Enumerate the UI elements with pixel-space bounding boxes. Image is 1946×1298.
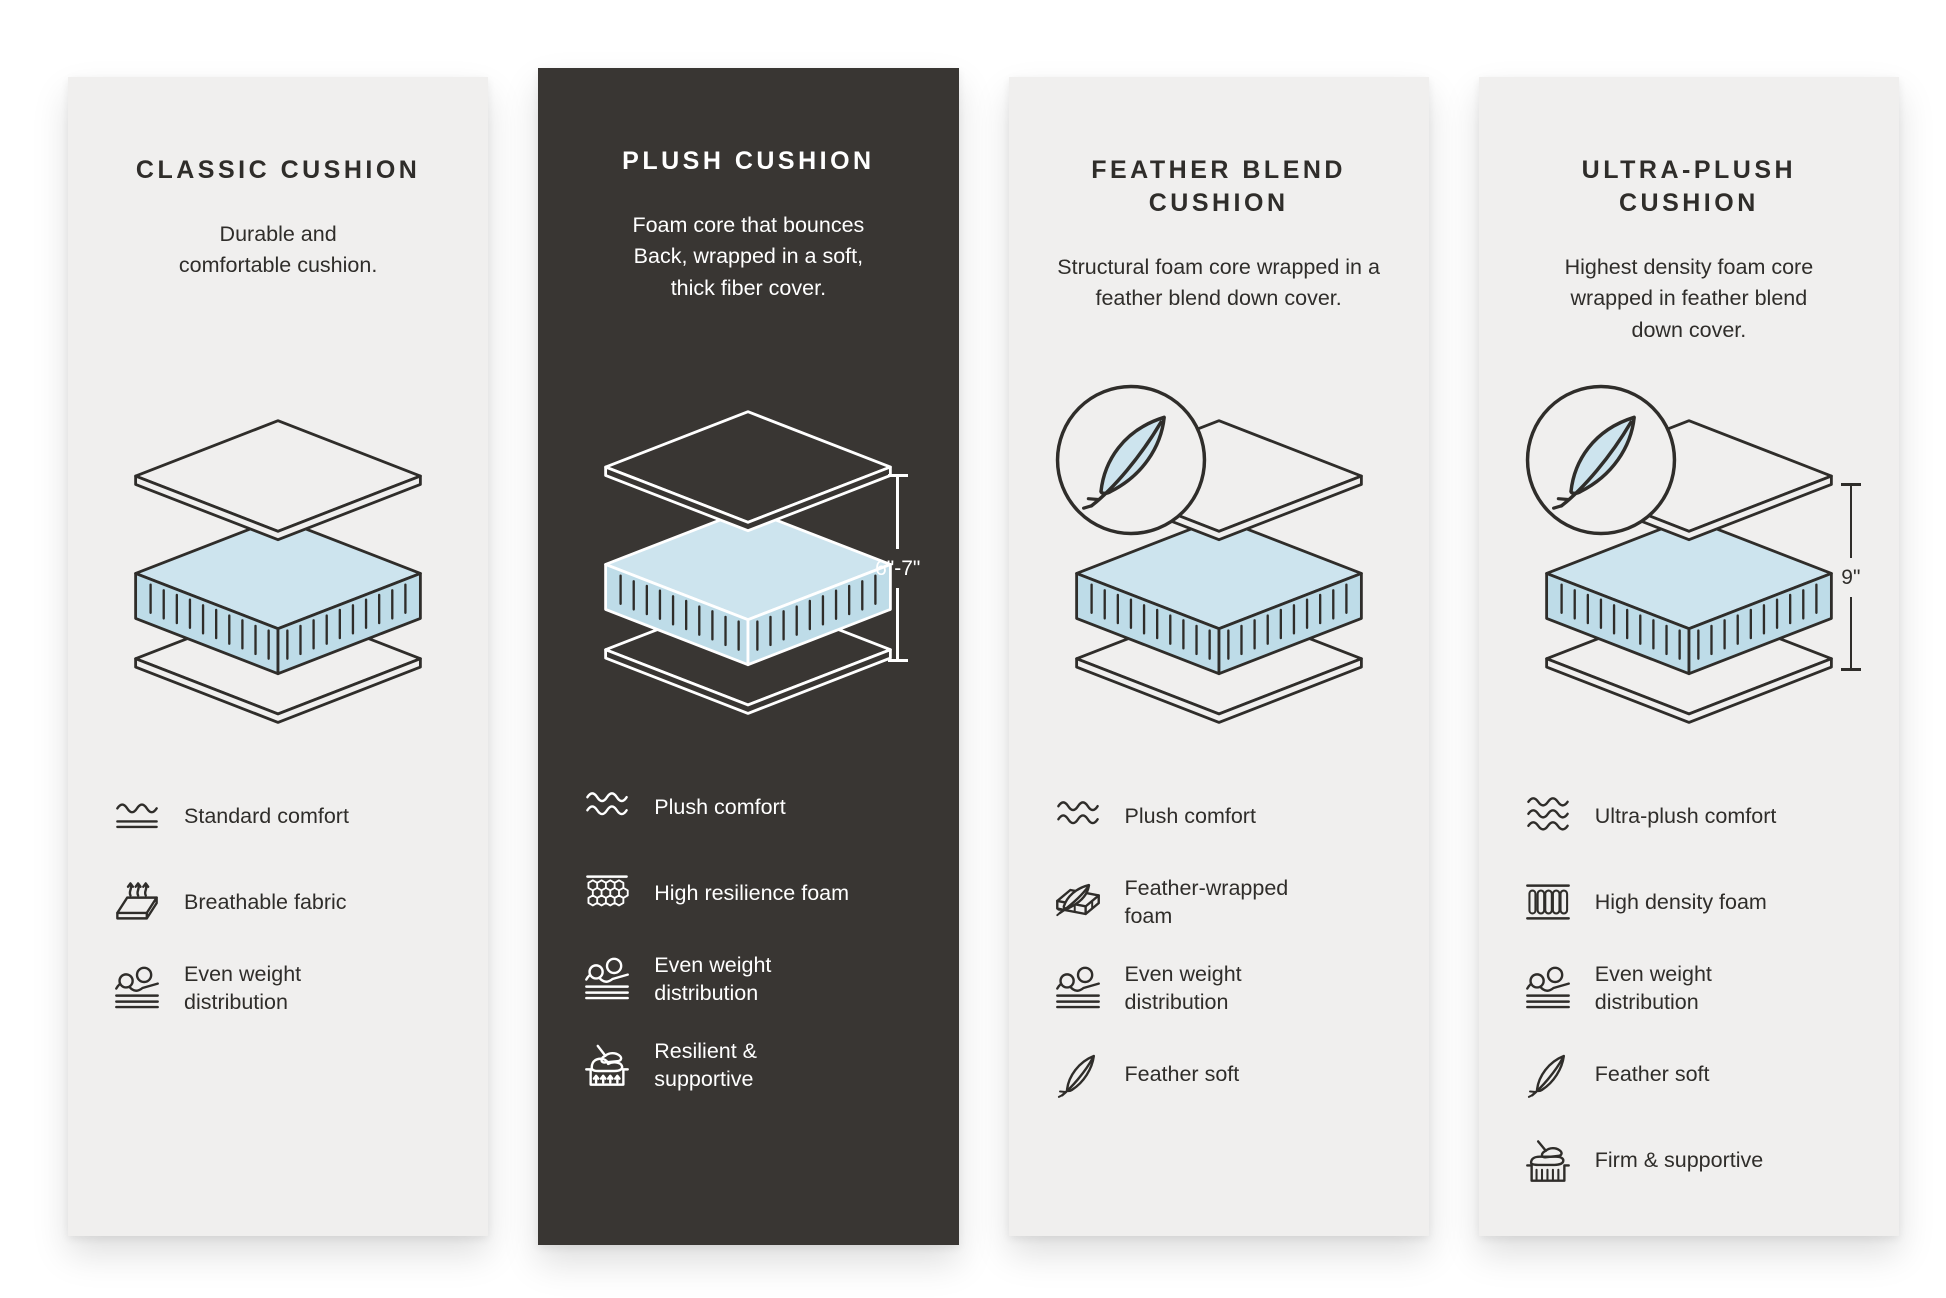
feature-row: [1524, 787, 1858, 845]
feature-row: [583, 1036, 917, 1094]
feature-label: Feather soft: [1124, 1061, 1240, 1086]
feature-row: [1054, 1045, 1388, 1103]
feature-row: [113, 787, 447, 845]
dimension-cap: [1841, 668, 1861, 671]
card-description: Foam core that bounces Back, wrapped in a soft, thick fiber cover.: [632, 213, 865, 300]
wave-comfort-icon: [1524, 792, 1572, 840]
feature-label: Feather soft: [1594, 1061, 1710, 1086]
cushion-layers-illustration: [128, 417, 428, 728]
weight-distribution-icon: [1524, 964, 1572, 1012]
feather-wrapped-foam-icon: [1054, 878, 1102, 926]
feature-label: Even weight distribution: [1124, 961, 1242, 1014]
feature-row: [1524, 1045, 1858, 1103]
card-description: Highest density foam core wrapped in feather blend down cover.: [1564, 255, 1814, 342]
card-header: [1050, 154, 1388, 417]
resilient-supportive-icon: [583, 1041, 631, 1089]
feature-label: Standard comfort: [184, 803, 349, 828]
feature-label: High resilience foam: [654, 880, 850, 905]
feature-row: [583, 950, 917, 1008]
wave-comfort-icon: [113, 792, 161, 840]
feature-label: Even weight distribution: [654, 952, 772, 1005]
card-header: [109, 154, 447, 417]
feature-label: Even weight distribution: [1594, 961, 1712, 1014]
weight-distribution-icon: [1054, 964, 1102, 1012]
feature-row: [1054, 873, 1388, 931]
feature-label: High density foam: [1594, 889, 1767, 914]
ultra-plush-cushion-card: [1479, 77, 1899, 1236]
feature-label: Ultra-plush comfort: [1594, 803, 1777, 828]
cushion-illustration: [1050, 417, 1388, 787]
feather-blend-cushion-card: [1009, 77, 1429, 1236]
feature-label: Even weight distribution: [184, 961, 302, 1014]
dimension-line: [1850, 597, 1853, 669]
feature-row: [583, 778, 917, 836]
dimension-line: [896, 588, 899, 660]
dimension-line: [1850, 486, 1853, 558]
card-description: Durable and comfortable cushion.: [178, 222, 378, 278]
height-dimension: [875, 474, 920, 662]
feature-row: [113, 959, 447, 1017]
dimension-line: [896, 477, 899, 549]
card-header: [1520, 154, 1858, 417]
card-header: [579, 145, 917, 408]
feather-badge-icon: [1522, 381, 1680, 539]
wave-comfort-icon: [583, 783, 631, 831]
feature-row: [583, 864, 917, 922]
dimension-label: 9": [1841, 565, 1861, 589]
feature-row: [1054, 959, 1388, 1017]
feature-row: [1524, 1131, 1858, 1189]
feature-row: [113, 873, 447, 931]
feather-icon: [1054, 1050, 1102, 1098]
card-title: ULTRA-PLUSH CUSHION: [1581, 156, 1797, 217]
dimension-cap: [888, 659, 908, 662]
feature-label: Plush comfort: [654, 794, 786, 819]
feature-label: Feather-wrapped foam: [1124, 875, 1289, 928]
cushion-layers-illustration: [598, 408, 898, 719]
weight-distribution-icon: [583, 955, 631, 1003]
honeycomb-foam-icon: [583, 869, 631, 917]
cushion-illustration: [109, 417, 447, 787]
feature-list: [1050, 787, 1388, 1103]
feature-row: [1524, 873, 1858, 931]
height-dimension: [1841, 483, 1861, 671]
card-description: Structural foam core wrapped in a feather blend down cover.: [1057, 255, 1380, 311]
card-title: FEATHER BLEND CUSHION: [1091, 156, 1346, 217]
feature-label: Breathable fabric: [184, 889, 347, 914]
feature-list: [1520, 787, 1858, 1189]
feature-list: [109, 787, 447, 1017]
wave-comfort-icon: [1054, 792, 1102, 840]
dimension-label: 6"-7": [875, 556, 921, 580]
feature-label: Resilient & supportive: [654, 1038, 758, 1091]
feature-row: [1524, 959, 1858, 1017]
feature-label: Plush comfort: [1124, 803, 1256, 828]
plush-cushion-card: [538, 68, 958, 1245]
high-density-foam-icon: [1524, 878, 1572, 926]
feature-label: Firm & supportive: [1594, 1147, 1764, 1172]
feature-row: [1054, 787, 1388, 845]
card-title: PLUSH CUSHION: [622, 147, 875, 175]
firm-supportive-icon: [1524, 1136, 1572, 1184]
feather-icon: [1524, 1050, 1572, 1098]
feature-list: [579, 778, 917, 1094]
classic-cushion-card: [68, 77, 488, 1236]
breathable-fabric-icon: [113, 878, 161, 926]
feather-badge-icon: [1052, 381, 1210, 539]
card-title: CLASSIC CUSHION: [135, 156, 421, 184]
weight-distribution-icon: [113, 964, 161, 1012]
cushion-illustration: [579, 408, 921, 778]
cushion-illustration: [1520, 417, 1861, 787]
